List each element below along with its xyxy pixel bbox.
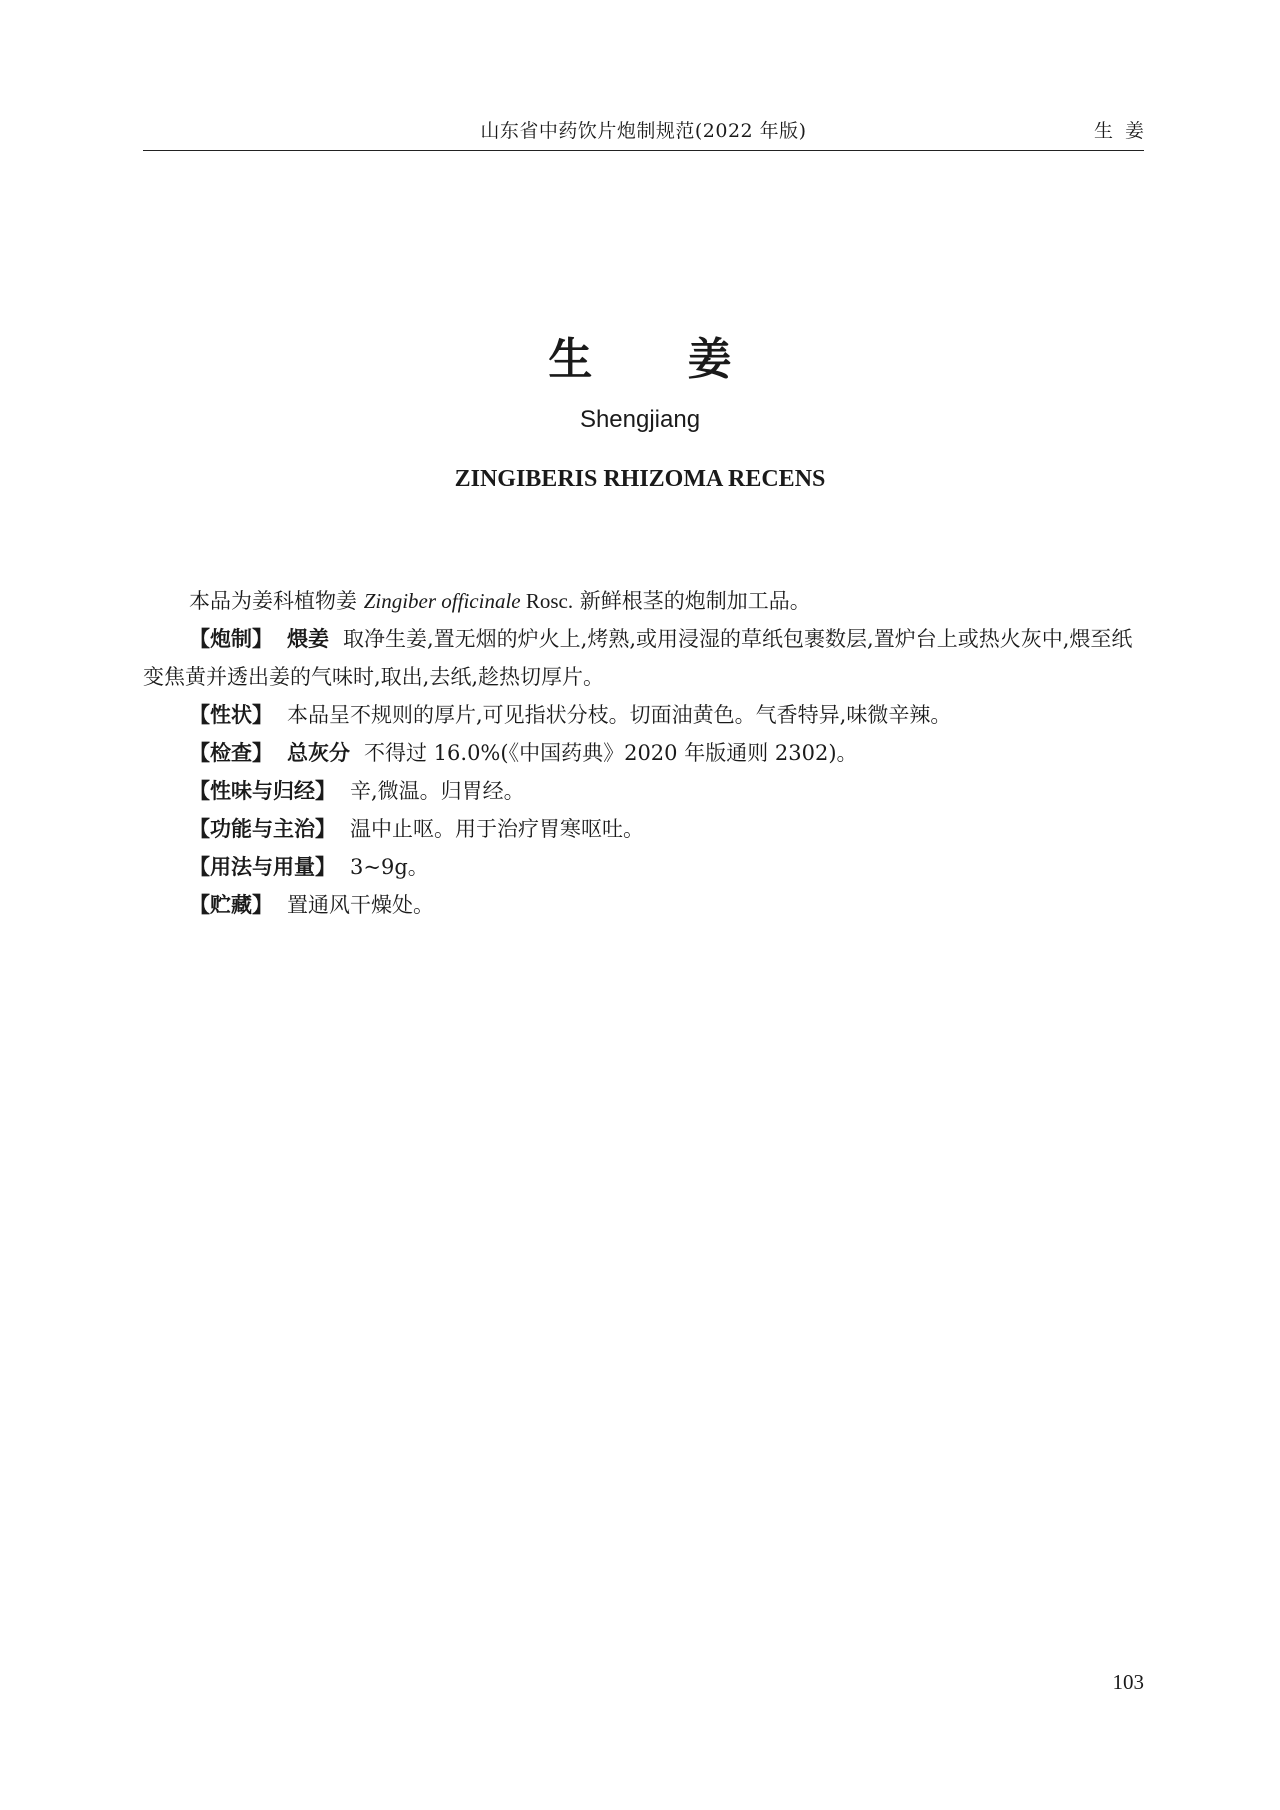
- description-text: 本品呈不规则的厚片,可见指状分枝。切面油黄色。气香特异,味微辛辣。: [287, 703, 952, 727]
- intro-text-end: 新鲜根茎的炮制加工品。: [573, 589, 811, 613]
- storage-label: 【贮藏】: [189, 893, 273, 917]
- properties-text: 辛,微温。归胃经。: [350, 779, 525, 803]
- latin-name: ZINGIBERIS RHIZOMA RECENS: [454, 466, 826, 492]
- inspection-text: 不得过 16.0%(《中国药典》2020 年版通则 2302)。: [364, 741, 858, 765]
- section-name: 生姜: [1093, 120, 1156, 142]
- functions-label: 【功能与主治】: [189, 817, 336, 841]
- species-name: Zingiber officinale: [363, 589, 521, 613]
- processing-text: 取净生姜,置无烟的炉火上,烤熟,或用浸湿的草纸包裹数层,置炉台上或热火灰中,煨至纸变焦黄并透出姜的气味时,取出,去纸,趁热切厚片。: [143, 627, 1133, 689]
- dosage-label: 【用法与用量】: [189, 855, 336, 879]
- processing-paragraph: [143, 620, 1144, 696]
- inspection-paragraph: [143, 734, 1144, 772]
- page-number: 103: [1112, 1670, 1144, 1694]
- dosage-paragraph: [143, 848, 1144, 886]
- monograph-body: [143, 582, 1144, 924]
- processing-label: 【炮制】: [189, 627, 273, 651]
- properties-label: 【性味与归经】: [189, 779, 336, 803]
- processing-term: 煨姜: [287, 627, 329, 651]
- inspection-term: 总灰分: [287, 741, 350, 765]
- intro-text-start: 本品为姜科植物姜: [189, 589, 364, 613]
- description-label: 【性状】: [189, 703, 273, 727]
- inspection-label: 【检查】: [189, 741, 273, 765]
- monograph-title: 生 姜: [548, 334, 772, 385]
- running-header: [143, 110, 1156, 151]
- description-paragraph: [143, 696, 1144, 734]
- book-title: 山东省中药饮片炮制规范(2022 年版): [480, 120, 807, 142]
- pinyin-name: Shengjiang: [579, 406, 701, 433]
- intro-paragraph: [143, 582, 1144, 620]
- functions-paragraph: [143, 810, 1144, 848]
- storage-paragraph: [143, 886, 1144, 924]
- dosage-text: 3~9g。: [350, 855, 429, 879]
- properties-paragraph: [143, 772, 1144, 810]
- storage-text: 置通风干燥处。: [287, 893, 434, 917]
- functions-text: 温中止呕。用于治疗胃寒呕吐。: [350, 817, 644, 841]
- author-abbreviation: Rosc.: [520, 589, 574, 613]
